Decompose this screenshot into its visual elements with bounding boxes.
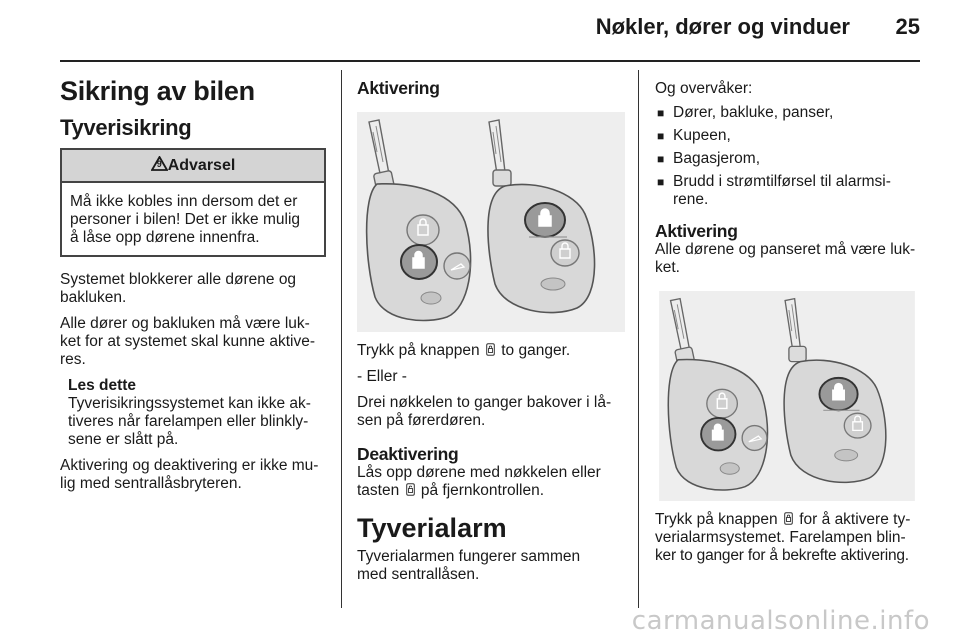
list-item: ■ Bagasjerom, <box>655 150 923 168</box>
note-box: Les dette Tyverisikringssystemet kan ikke ak- tiveres når farelampen eller blinkly- sene er slått på. <box>60 377 326 449</box>
lock-button-icon <box>486 343 495 356</box>
warning-triangle-icon: 9 <box>151 156 168 171</box>
unlock-button-icon <box>406 483 415 496</box>
section-title: Sikring av bilen <box>60 76 255 106</box>
warning-box <box>60 148 326 257</box>
or-text: - Eller - <box>357 368 407 385</box>
paragraph-central-lock: Aktivering og deaktivering er ikke mu- lig med sentrallåsbryteren. <box>60 457 319 492</box>
remote-key-illustration-2 <box>655 291 919 501</box>
alarm-activation-text: Alle dørene og panseret må være luk- ket. <box>655 241 916 276</box>
warning-heading: Advarsel <box>167 157 236 174</box>
column-divider-2 <box>638 70 639 608</box>
press-twice-text: Trykk på knappen to ganger. <box>357 342 571 359</box>
column-3 <box>655 70 923 573</box>
deactivation-heading: Deaktivering <box>357 444 459 464</box>
activation-heading: Aktivering <box>357 78 440 98</box>
turn-key-text: Drei nøkkelen to ganger bakover i lå- sen på førerdøren. <box>357 394 612 429</box>
list-item: ■ Dører, bakluke, panser, <box>655 104 923 122</box>
subsection-title: Tyverisikring <box>60 115 192 140</box>
monitor-intro: Og overvåker: <box>655 80 753 97</box>
watermark-text: carmanualsonline.info <box>631 606 930 636</box>
paragraph-doors-closed: Alle dører og bakluken må være luk- ket for at systemet skal kunne aktive- res. <box>60 315 315 368</box>
header-divider <box>60 60 920 62</box>
alarm-press-text: Trykk på knappen for å aktivere ty- verialarmsystemet. Farelampen blin- ker to ganger for å bekrefte aktivering. <box>655 511 911 564</box>
remote-key-illustration <box>357 112 625 332</box>
column-1 <box>60 70 326 501</box>
alarm-text: Tyverialarmen fungerer sammen med sentrallåsen. <box>357 548 581 583</box>
list-item: ■ Brudd i strømtilførsel til alarmsi- rene. <box>655 173 923 209</box>
paragraph-blocking: Systemet blokkerer alle dørene og bakluken. <box>60 271 297 306</box>
warning-header <box>62 150 324 183</box>
column-2 <box>357 70 625 592</box>
list-item: ■ Kupeen, <box>655 127 923 145</box>
monitor-list <box>655 104 923 209</box>
column-divider-1 <box>341 70 342 608</box>
deactivation-text: Lås opp dørene med nøkkelen eller tasten på fjernkontrollen. <box>357 464 601 499</box>
lock-button-icon <box>784 512 793 525</box>
running-header-title: Nøkler, dører og vinduer <box>595 14 850 39</box>
alarm-activation-heading: Aktivering <box>655 221 738 241</box>
warning-text: Må ikke kobles inn dersom det er personer i bilen! Det er ikke mulig å låse opp dørene innenfra. <box>70 193 301 246</box>
alarm-heading: Tyverialarm <box>357 513 507 543</box>
page-number: 25 <box>895 14 920 39</box>
note-title: Les dette <box>68 377 137 394</box>
